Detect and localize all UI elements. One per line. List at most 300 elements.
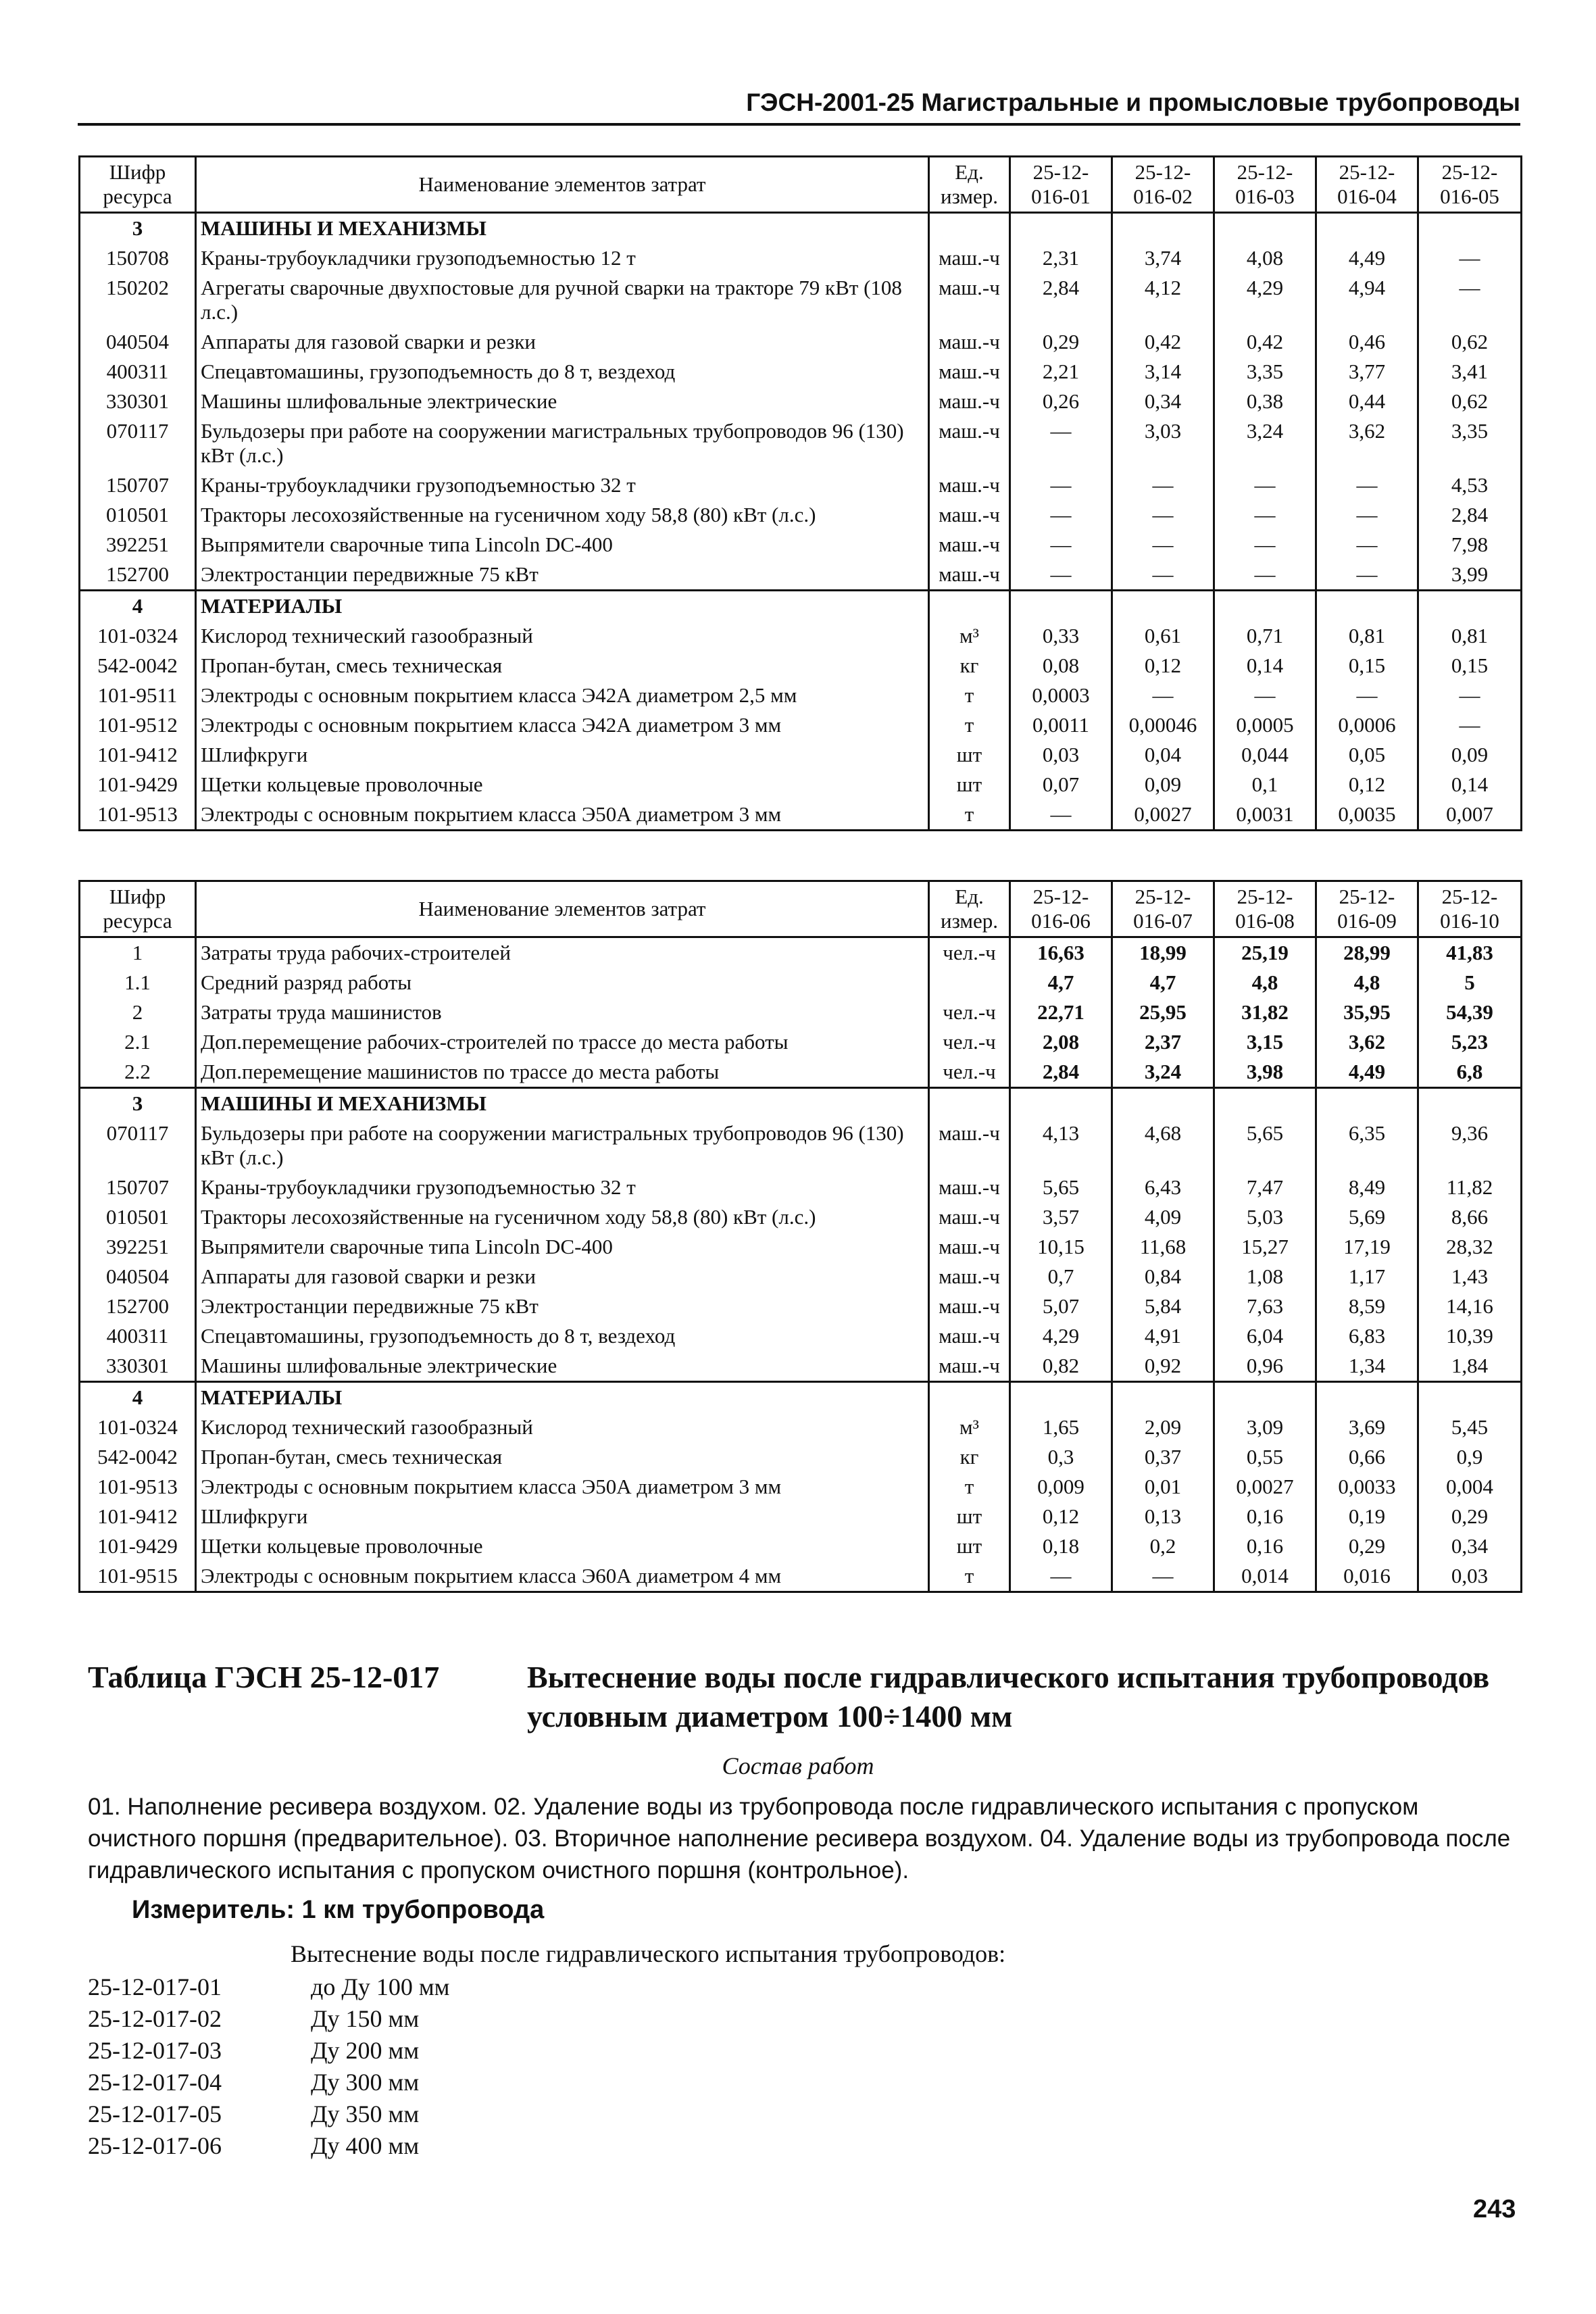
position-list <box>88 1971 449 2162</box>
works-subtitle: Состав работ <box>722 1752 874 1779</box>
value-cell: — <box>1010 560 1112 591</box>
value-cell: 0,34 <box>1112 387 1214 416</box>
position-label: Ду 150 мм <box>311 2005 420 2032</box>
position-item <box>88 2035 449 2067</box>
value-cell: 0,16 <box>1214 1502 1316 1531</box>
value-cell: 0,3 <box>1010 1442 1112 1472</box>
unit-cell: чел.-ч <box>929 998 1010 1027</box>
meter-description: Вытеснение воды после гидравлического испытания трубопроводов: <box>291 1940 1006 1967</box>
value-cell: 16,63 <box>1010 937 1112 968</box>
resource-name: Затраты труда рабочих-строителей <box>196 937 929 968</box>
value-cell: 2,84 <box>1418 500 1522 530</box>
resource-code: 150202 <box>80 273 196 327</box>
value-cell: 7,63 <box>1214 1291 1316 1321</box>
resource-code: 542-0042 <box>80 651 196 681</box>
value-cell: 0,05 <box>1316 740 1418 770</box>
value-cell: 0,29 <box>1316 1531 1418 1561</box>
value-cell: 0,1 <box>1214 770 1316 799</box>
value-cell: 5,69 <box>1316 1202 1418 1232</box>
value-cell: 4,68 <box>1112 1118 1214 1173</box>
resource-code: 150708 <box>80 243 196 273</box>
value-cell: 3,15 <box>1214 1027 1316 1057</box>
table-row <box>80 1531 1522 1561</box>
value-cell: 0,09 <box>1112 770 1214 799</box>
resource-name: Электроды с основным покрытием класса Э60А диаметром 4 мм <box>196 1561 929 1592</box>
value-cell: 25,19 <box>1214 937 1316 968</box>
unit-cell: т <box>929 1472 1010 1502</box>
table-row <box>80 1502 1522 1531</box>
resource-code: 392251 <box>80 1232 196 1262</box>
value-cell: 0,044 <box>1214 740 1316 770</box>
resource-code: 040504 <box>80 1262 196 1291</box>
value-cell: 3,62 <box>1316 416 1418 470</box>
table-row <box>80 416 1522 470</box>
position-code: 25-12-017-05 <box>88 2100 222 2127</box>
value-cell: — <box>1418 710 1522 740</box>
value-cell: 0,01 <box>1112 1472 1214 1502</box>
column-header: 25-12-016-07 <box>1112 881 1214 937</box>
resource-code: 101-0324 <box>80 1412 196 1442</box>
value-cell: 0,82 <box>1010 1351 1112 1382</box>
value-cell: 0,16 <box>1214 1531 1316 1561</box>
value-cell: — <box>1214 681 1316 710</box>
value-cell: 4,7 <box>1112 968 1214 998</box>
unit-cell: шт <box>929 740 1010 770</box>
value-cell: 5,84 <box>1112 1291 1214 1321</box>
unit-cell: маш.-ч <box>929 327 1010 357</box>
resource-name: Шлифкруги <box>196 1502 929 1531</box>
unit-cell: шт <box>929 1531 1010 1561</box>
table-row <box>80 560 1522 591</box>
value-cell: 6,43 <box>1112 1173 1214 1202</box>
table-row <box>80 621 1522 651</box>
value-cell: — <box>1214 560 1316 591</box>
value-cell: 28,99 <box>1316 937 1418 968</box>
unit-cell: шт <box>929 1502 1010 1531</box>
value-cell: 5,45 <box>1418 1412 1522 1442</box>
empty-cell <box>1010 213 1112 244</box>
value-cell: 10,15 <box>1010 1232 1112 1262</box>
table-row <box>80 387 1522 416</box>
resource-code: 542-0042 <box>80 1442 196 1472</box>
unit-cell: маш.-ч <box>929 1291 1010 1321</box>
resource-name: Пропан-бутан, смесь техническая <box>196 1442 929 1472</box>
value-cell: 1,84 <box>1418 1351 1522 1382</box>
value-cell: 1,08 <box>1214 1262 1316 1291</box>
unit-cell: маш.-ч <box>929 1351 1010 1382</box>
value-cell: — <box>1010 1561 1112 1592</box>
table-row <box>80 1027 1522 1057</box>
unit-cell: чел.-ч <box>929 1057 1010 1088</box>
position-code: 25-12-017-03 <box>88 2037 222 2064</box>
resource-code: 101-9412 <box>80 1502 196 1531</box>
resource-name: Тракторы лесохозяйственные на гусеничном ходу 58,8 (80) кВт (л.с.) <box>196 1202 929 1232</box>
resource-name: МАТЕРИАЛЫ <box>196 1382 929 1413</box>
resource-name: Доп.перемещение рабочих-строителей по трассе до места работы <box>196 1027 929 1057</box>
value-cell: 4,13 <box>1010 1118 1112 1173</box>
value-cell: 0,09 <box>1418 740 1522 770</box>
unit-cell: маш.-ч <box>929 1262 1010 1291</box>
unit-cell: маш.-ч <box>929 560 1010 591</box>
value-cell: 6,83 <box>1316 1321 1418 1351</box>
table-row <box>80 1561 1522 1592</box>
value-cell: 0,15 <box>1418 651 1522 681</box>
column-header: Наименование элементов затрат <box>196 881 929 937</box>
value-cell: — <box>1112 500 1214 530</box>
value-cell: 4,49 <box>1316 243 1418 273</box>
value-cell: — <box>1316 681 1418 710</box>
unit-cell: т <box>929 710 1010 740</box>
value-cell: 0,42 <box>1214 327 1316 357</box>
value-cell: 0,0011 <box>1010 710 1112 740</box>
value-cell: — <box>1112 1561 1214 1592</box>
value-cell: 3,57 <box>1010 1202 1112 1232</box>
resource-code: 101-9511 <box>80 681 196 710</box>
value-cell: 0,29 <box>1418 1502 1522 1531</box>
position-item <box>88 2067 449 2098</box>
column-header: 25-12-016-03 <box>1214 157 1316 213</box>
resource-name: Электроды с основным покрытием класса Э42А диаметром 3 мм <box>196 710 929 740</box>
value-cell: 0,08 <box>1010 651 1112 681</box>
unit-cell: т <box>929 681 1010 710</box>
unit-cell: маш.-ч <box>929 1321 1010 1351</box>
value-cell: 5,65 <box>1214 1118 1316 1173</box>
unit-cell: т <box>929 1561 1010 1592</box>
section-row <box>80 1088 1522 1119</box>
value-cell: 0,38 <box>1214 387 1316 416</box>
value-cell: 3,62 <box>1316 1027 1418 1057</box>
resource-name: Кислород технический газообразный <box>196 1412 929 1442</box>
column-header: 25-12-016-06 <box>1010 881 1112 937</box>
position-label: Ду 350 мм <box>311 2100 420 2127</box>
position-code: 25-12-017-02 <box>88 2005 222 2032</box>
unit-cell: маш.-ч <box>929 1118 1010 1173</box>
value-cell: 0,96 <box>1214 1351 1316 1382</box>
resource-name: Аппараты для газовой сварки и резки <box>196 1262 929 1291</box>
value-cell: 6,35 <box>1316 1118 1418 1173</box>
column-header: 25-12-016-09 <box>1316 881 1418 937</box>
resource-name: Электроды с основным покрытием класса Э50А диаметром 3 мм <box>196 1472 929 1502</box>
value-cell: 4,53 <box>1418 470 1522 500</box>
value-cell: 2,37 <box>1112 1027 1214 1057</box>
resource-code: 330301 <box>80 387 196 416</box>
value-cell: 5,23 <box>1418 1027 1522 1057</box>
value-cell: 8,66 <box>1418 1202 1522 1232</box>
value-cell: 3,35 <box>1214 357 1316 387</box>
value-cell: 0,14 <box>1214 651 1316 681</box>
value-cell: 41,83 <box>1418 937 1522 968</box>
resource-code: 040504 <box>80 327 196 357</box>
value-cell: — <box>1316 530 1418 560</box>
value-cell: 3,03 <box>1112 416 1214 470</box>
resource-code: 1 <box>80 937 196 968</box>
header-title: ГЭСН-2001-25 Магистральные и промысловые трубопроводы <box>746 89 1520 116</box>
value-cell: 54,39 <box>1418 998 1522 1027</box>
value-cell: 2,21 <box>1010 357 1112 387</box>
unit-cell <box>929 968 1010 998</box>
value-cell: 0,12 <box>1316 770 1418 799</box>
value-cell: 0,92 <box>1112 1351 1214 1382</box>
value-cell: 3,14 <box>1112 357 1214 387</box>
column-header: Ед. измер. <box>929 881 1010 937</box>
value-cell: 4,08 <box>1214 243 1316 273</box>
resource-name: Бульдозеры при работе на сооружении магистральных трубопроводов 96 (130) кВт (л.с.) <box>196 1118 929 1173</box>
section-row <box>80 1382 1522 1413</box>
table-label: Таблица ГЭСН 25-12-017 <box>88 1660 440 1694</box>
table-row <box>80 1173 1522 1202</box>
value-cell: 0,15 <box>1316 651 1418 681</box>
value-cell: 4,09 <box>1112 1202 1214 1232</box>
value-cell: 3,24 <box>1214 416 1316 470</box>
resource-code: 152700 <box>80 1291 196 1321</box>
value-cell: — <box>1418 681 1522 710</box>
table-row <box>80 357 1522 387</box>
resource-name: Спецавтомашины, грузоподъемность до 8 т, вездеход <box>196 1321 929 1351</box>
resource-code: 101-0324 <box>80 621 196 651</box>
value-cell: 4,29 <box>1214 273 1316 327</box>
resource-code: 010501 <box>80 1202 196 1232</box>
value-cell: — <box>1112 681 1214 710</box>
value-cell: 14,16 <box>1418 1291 1522 1321</box>
unit-cell: маш.-ч <box>929 1232 1010 1262</box>
table-row <box>80 500 1522 530</box>
unit-cell: маш.-ч <box>929 470 1010 500</box>
table-row <box>80 1472 1522 1502</box>
empty-cell <box>1112 1088 1214 1119</box>
unit-cell: маш.-ч <box>929 357 1010 387</box>
resource-name: Пропан-бутан, смесь техническая <box>196 651 929 681</box>
resource-code: 150707 <box>80 1173 196 1202</box>
table-row <box>80 770 1522 799</box>
resource-code: 400311 <box>80 357 196 387</box>
resource-name: Машины шлифовальные электрические <box>196 387 929 416</box>
value-cell: 17,19 <box>1316 1232 1418 1262</box>
empty-cell <box>929 213 1010 244</box>
column-header: 25-12-016-04 <box>1316 157 1418 213</box>
resource-code: 4 <box>80 591 196 622</box>
value-cell: 4,91 <box>1112 1321 1214 1351</box>
value-cell: 2,84 <box>1010 273 1112 327</box>
column-header: 25-12-016-01 <box>1010 157 1112 213</box>
empty-cell <box>929 1088 1010 1119</box>
position-item <box>88 2130 449 2162</box>
resource-code: 101-9412 <box>80 740 196 770</box>
table-row <box>80 470 1522 500</box>
table-row <box>80 740 1522 770</box>
resource-code: 101-9513 <box>80 799 196 831</box>
column-header: Наименование элементов затрат <box>196 157 929 213</box>
resource-code: 101-9513 <box>80 1472 196 1502</box>
empty-cell <box>1418 1382 1522 1413</box>
value-cell: 3,69 <box>1316 1412 1418 1442</box>
value-cell: 28,32 <box>1418 1232 1522 1262</box>
value-cell: 3,99 <box>1418 560 1522 591</box>
value-cell: 0,19 <box>1316 1502 1418 1531</box>
value-cell: 11,82 <box>1418 1173 1522 1202</box>
empty-cell <box>1418 1088 1522 1119</box>
value-cell: 1,17 <box>1316 1262 1418 1291</box>
resource-name: Аппараты для газовой сварки и резки <box>196 327 929 357</box>
resource-name: Агрегаты сварочные двухпостовые для ручной сварки на тракторе 79 кВт (108 л.с.) <box>196 273 929 327</box>
value-cell: 18,99 <box>1112 937 1214 968</box>
value-cell: 0,62 <box>1418 327 1522 357</box>
unit-cell: м³ <box>929 621 1010 651</box>
resource-name: Кислород технический газообразный <box>196 621 929 651</box>
resource-name: Доп.перемещение машинистов по трассе до места работы <box>196 1057 929 1088</box>
resource-name: МАТЕРИАЛЫ <box>196 591 929 622</box>
value-cell: 31,82 <box>1214 998 1316 1027</box>
value-cell: — <box>1316 560 1418 591</box>
value-cell: 0,66 <box>1316 1442 1418 1472</box>
resource-name: МАШИНЫ И МЕХАНИЗМЫ <box>196 1088 929 1119</box>
value-cell: 2,08 <box>1010 1027 1112 1057</box>
resource-name: Бульдозеры при работе на сооружении магистральных трубопроводов 96 (130) кВт (л.с.) <box>196 416 929 470</box>
unit-cell: маш.-ч <box>929 1173 1010 1202</box>
empty-cell <box>1214 591 1316 622</box>
unit-cell: маш.-ч <box>929 416 1010 470</box>
empty-cell <box>1112 213 1214 244</box>
unit-cell: маш.-ч <box>929 387 1010 416</box>
resource-name: Спецавтомашины, грузоподъемность до 8 т, вездеход <box>196 357 929 387</box>
resource-name: Средний разряд работы <box>196 968 929 998</box>
value-cell: — <box>1010 500 1112 530</box>
empty-cell <box>1010 591 1112 622</box>
unit-cell: м³ <box>929 1412 1010 1442</box>
table-row <box>80 530 1522 560</box>
position-code: 25-12-017-06 <box>88 2132 222 2159</box>
value-cell: 1,65 <box>1010 1412 1112 1442</box>
empty-cell <box>1316 213 1418 244</box>
column-header: 25-12-016-08 <box>1214 881 1316 937</box>
value-cell: 0,12 <box>1010 1502 1112 1531</box>
value-cell: 0,007 <box>1418 799 1522 831</box>
table-row <box>80 1321 1522 1351</box>
value-cell: 2,09 <box>1112 1412 1214 1442</box>
value-cell: 0,61 <box>1112 621 1214 651</box>
resource-name: Затраты труда машинистов <box>196 998 929 1027</box>
value-cell: 0,009 <box>1010 1472 1112 1502</box>
table-row <box>80 937 1522 968</box>
unit-cell: маш.-ч <box>929 273 1010 327</box>
position-code: 25-12-017-04 <box>88 2069 222 2096</box>
value-cell: 0,14 <box>1418 770 1522 799</box>
position-label: Ду 200 мм <box>311 2037 420 2064</box>
table-1-header <box>80 157 1522 213</box>
value-cell: 8,49 <box>1316 1173 1418 1202</box>
resource-code: 4 <box>80 1382 196 1413</box>
value-cell: 4,94 <box>1316 273 1418 327</box>
resource-name: Тракторы лесохозяйственные на гусеничном ходу 58,8 (80) кВт (л.с.) <box>196 500 929 530</box>
value-cell: 3,74 <box>1112 243 1214 273</box>
value-cell: 0,55 <box>1214 1442 1316 1472</box>
unit-cell: маш.-ч <box>929 1202 1010 1232</box>
table-row <box>80 1118 1522 1173</box>
table-row <box>80 1202 1522 1232</box>
value-cell: 0,016 <box>1316 1561 1418 1592</box>
column-header: Шифр ресурса <box>80 157 196 213</box>
value-cell: 0,37 <box>1112 1442 1214 1472</box>
value-cell: 7,47 <box>1214 1173 1316 1202</box>
resource-name: Краны-трубоукладчики грузоподъемностью 32 т <box>196 1173 929 1202</box>
position-item <box>88 1971 449 2003</box>
value-cell: — <box>1214 470 1316 500</box>
value-cell: 0,014 <box>1214 1561 1316 1592</box>
resource-name: Краны-трубоукладчики грузоподъемностью 12 т <box>196 243 929 273</box>
page-number: 243 <box>1473 2195 1516 2223</box>
value-cell: 5,07 <box>1010 1291 1112 1321</box>
value-cell: 0,0027 <box>1112 799 1214 831</box>
empty-cell <box>1010 1088 1112 1119</box>
value-cell: 8,59 <box>1316 1291 1418 1321</box>
unit-cell: кг <box>929 1442 1010 1472</box>
resource-code: 101-9429 <box>80 770 196 799</box>
value-cell: 0,2 <box>1112 1531 1214 1561</box>
empty-cell <box>1214 1088 1316 1119</box>
value-cell: 0,81 <box>1418 621 1522 651</box>
table-row <box>80 1291 1522 1321</box>
resource-code: 3 <box>80 213 196 244</box>
position-label: Ду 400 мм <box>311 2132 420 2159</box>
value-cell: 0,0003 <box>1010 681 1112 710</box>
value-cell: — <box>1010 470 1112 500</box>
value-cell: 3,77 <box>1316 357 1418 387</box>
empty-cell <box>1112 591 1214 622</box>
value-cell: 1,43 <box>1418 1262 1522 1291</box>
value-cell: 6,04 <box>1214 1321 1316 1351</box>
value-cell: 5,65 <box>1010 1173 1112 1202</box>
value-cell: 3,35 <box>1418 416 1522 470</box>
value-cell: 10,39 <box>1418 1321 1522 1351</box>
value-cell: — <box>1214 530 1316 560</box>
empty-cell <box>1418 213 1522 244</box>
value-cell: 0,04 <box>1112 740 1214 770</box>
value-cell: 0,34 <box>1418 1531 1522 1561</box>
position-item <box>88 2098 449 2130</box>
value-cell: 3,09 <box>1214 1412 1316 1442</box>
resource-code: 150707 <box>80 470 196 500</box>
value-cell: 35,95 <box>1316 998 1418 1027</box>
value-cell: 3,98 <box>1214 1057 1316 1088</box>
table-row <box>80 1262 1522 1291</box>
value-cell: — <box>1418 243 1522 273</box>
resource-name: Щетки кольцевые проволочные <box>196 770 929 799</box>
table-row <box>80 1412 1522 1442</box>
value-cell: — <box>1214 500 1316 530</box>
position-label: Ду 300 мм <box>311 2069 420 2096</box>
resource-name: Шлифкруги <box>196 740 929 770</box>
empty-cell <box>929 591 1010 622</box>
value-cell: — <box>1316 470 1418 500</box>
value-cell: 0,0033 <box>1316 1472 1418 1502</box>
table-row <box>80 710 1522 740</box>
value-cell: 0,84 <box>1112 1262 1214 1291</box>
value-cell: 0,004 <box>1418 1472 1522 1502</box>
unit-cell: чел.-ч <box>929 937 1010 968</box>
empty-cell <box>1316 591 1418 622</box>
value-cell: 0,0006 <box>1316 710 1418 740</box>
table-2-header <box>80 881 1522 937</box>
value-cell: 0,0035 <box>1316 799 1418 831</box>
meter-label: Измеритель: 1 км трубопровода <box>132 1896 545 1924</box>
resource-code: 010501 <box>80 500 196 530</box>
table-row <box>80 1442 1522 1472</box>
empty-cell <box>1112 1382 1214 1413</box>
resource-code: 2.2 <box>80 1057 196 1088</box>
empty-cell <box>1214 213 1316 244</box>
unit-cell: маш.-ч <box>929 500 1010 530</box>
value-cell: 4,12 <box>1112 273 1214 327</box>
resource-code: 400311 <box>80 1321 196 1351</box>
